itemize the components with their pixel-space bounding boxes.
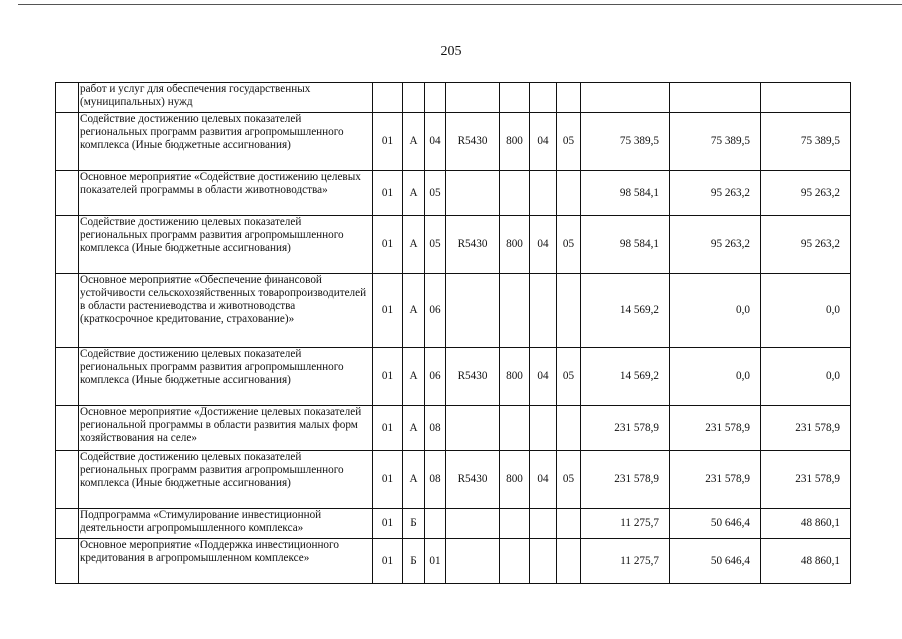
code-section: 04 xyxy=(530,348,557,406)
row-index-cell xyxy=(56,539,79,584)
amount-year-3: 0,0 xyxy=(761,274,851,348)
table-row xyxy=(56,509,851,539)
table-row xyxy=(56,406,851,451)
amount-year-3: 48 860,1 xyxy=(761,539,851,584)
table-body xyxy=(56,83,851,584)
code-program: 01 xyxy=(373,274,403,348)
code-measure: 06 xyxy=(425,274,446,348)
code-subsection: 05 xyxy=(557,451,581,509)
row-name: работ и услуг для обеспечения государственных (муниципальных) нужд xyxy=(79,83,373,113)
amount-year-1: 231 578,9 xyxy=(581,451,670,509)
code-subprogram: А xyxy=(403,171,425,216)
amount-year-1: 14 569,2 xyxy=(581,348,670,406)
code-direction: R5430 xyxy=(446,348,500,406)
code-direction xyxy=(446,539,500,584)
code-direction xyxy=(446,171,500,216)
code-direction: R5430 xyxy=(446,113,500,171)
code-section xyxy=(530,274,557,348)
code-section xyxy=(530,406,557,451)
code-section: 04 xyxy=(530,216,557,274)
code-program xyxy=(373,83,403,113)
row-name: Содействие достижению целевых показателей региональных программ развития агропромышленного комплекса (Иные бюджетные ассигнования) xyxy=(79,348,373,406)
row-index-cell xyxy=(56,171,79,216)
code-subsection xyxy=(557,83,581,113)
row-name: Содействие достижению целевых показателей региональных программ развития агропромышленного комплекса (Иные бюджетные ассигнования) xyxy=(79,113,373,171)
amount-year-2: 75 389,5 xyxy=(670,113,761,171)
amount-year-3 xyxy=(761,83,851,113)
code-subprogram: Б xyxy=(403,539,425,584)
code-program: 01 xyxy=(373,171,403,216)
row-index-cell xyxy=(56,406,79,451)
code-measure: 08 xyxy=(425,406,446,451)
amount-year-1 xyxy=(581,83,670,113)
code-direction xyxy=(446,509,500,539)
code-expense-type: 800 xyxy=(500,348,530,406)
code-measure xyxy=(425,83,446,113)
code-expense-type xyxy=(500,509,530,539)
code-subprogram xyxy=(403,83,425,113)
row-index-cell xyxy=(56,113,79,171)
code-measure xyxy=(425,509,446,539)
row-name: Основное мероприятие «Содействие достижению целевых показателей программы в области животноводства» xyxy=(79,171,373,216)
code-section xyxy=(530,539,557,584)
amount-year-1: 11 275,7 xyxy=(581,539,670,584)
row-index-cell xyxy=(56,451,79,509)
code-program: 01 xyxy=(373,406,403,451)
code-measure: 05 xyxy=(425,216,446,274)
code-program: 01 xyxy=(373,348,403,406)
table-row xyxy=(56,83,851,113)
code-expense-type xyxy=(500,406,530,451)
row-name: Подпрограмма «Стимулирование инвестиционной деятельности агропромышленного комплекса» xyxy=(79,509,373,539)
code-subsection xyxy=(557,274,581,348)
code-program: 01 xyxy=(373,539,403,584)
table-row xyxy=(56,171,851,216)
amount-year-3: 231 578,9 xyxy=(761,406,851,451)
amount-year-2: 231 578,9 xyxy=(670,451,761,509)
table-row xyxy=(56,113,851,171)
code-direction xyxy=(446,83,500,113)
code-section xyxy=(530,171,557,216)
amount-year-2: 231 578,9 xyxy=(670,406,761,451)
amount-year-3: 95 263,2 xyxy=(761,216,851,274)
row-index-cell xyxy=(56,274,79,348)
amount-year-3: 48 860,1 xyxy=(761,509,851,539)
table-row xyxy=(56,274,851,348)
code-program: 01 xyxy=(373,451,403,509)
code-section xyxy=(530,509,557,539)
row-index-cell xyxy=(56,509,79,539)
code-subprogram: Б xyxy=(403,509,425,539)
amount-year-3: 75 389,5 xyxy=(761,113,851,171)
code-expense-type xyxy=(500,83,530,113)
amount-year-3: 231 578,9 xyxy=(761,451,851,509)
code-subsection xyxy=(557,171,581,216)
code-subsection: 05 xyxy=(557,113,581,171)
code-direction: R5430 xyxy=(446,451,500,509)
code-subsection: 05 xyxy=(557,216,581,274)
amount-year-2 xyxy=(670,83,761,113)
code-subprogram: А xyxy=(403,216,425,274)
amount-year-2: 0,0 xyxy=(670,274,761,348)
code-section xyxy=(530,83,557,113)
code-measure: 06 xyxy=(425,348,446,406)
code-subprogram: А xyxy=(403,113,425,171)
amount-year-1: 231 578,9 xyxy=(581,406,670,451)
code-subsection: 05 xyxy=(557,348,581,406)
amount-year-2: 95 263,2 xyxy=(670,171,761,216)
code-expense-type xyxy=(500,171,530,216)
code-direction xyxy=(446,406,500,451)
code-measure: 01 xyxy=(425,539,446,584)
code-expense-type: 800 xyxy=(500,451,530,509)
row-index-cell xyxy=(56,348,79,406)
table-row xyxy=(56,348,851,406)
table-row xyxy=(56,539,851,584)
code-measure: 05 xyxy=(425,171,446,216)
code-expense-type xyxy=(500,539,530,584)
row-name: Содействие достижению целевых показателей региональных программ развития агропромышленного комплекса (Иные бюджетные ассигнования) xyxy=(79,216,373,274)
amount-year-3: 0,0 xyxy=(761,348,851,406)
amount-year-2: 50 646,4 xyxy=(670,509,761,539)
code-measure: 08 xyxy=(425,451,446,509)
code-measure: 04 xyxy=(425,113,446,171)
amount-year-2: 95 263,2 xyxy=(670,216,761,274)
table-row xyxy=(56,216,851,274)
code-expense-type: 800 xyxy=(500,113,530,171)
row-index-cell xyxy=(56,216,79,274)
row-index-cell xyxy=(56,83,79,113)
code-direction: R5430 xyxy=(446,216,500,274)
row-name: Основное мероприятие «Обеспечение финансовой устойчивости сельскохозяйственных товаропроизводителей в области растениеводства и животноводства (краткосрочное кредитование, страхование)» xyxy=(79,274,373,348)
code-section: 04 xyxy=(530,451,557,509)
code-expense-type: 800 xyxy=(500,216,530,274)
code-subprogram: А xyxy=(403,451,425,509)
amount-year-1: 14 569,2 xyxy=(581,274,670,348)
page-number: 205 xyxy=(440,44,462,59)
row-name: Содействие достижению целевых показателей региональных программ развития агропромышленного комплекса (Иные бюджетные ассигнования) xyxy=(79,451,373,509)
row-name: Основное мероприятие «Поддержка инвестиционного кредитования в агропромышленном комплексе» xyxy=(79,539,373,584)
table-row xyxy=(56,451,851,509)
code-program: 01 xyxy=(373,113,403,171)
amount-year-1: 11 275,7 xyxy=(581,509,670,539)
code-subsection xyxy=(557,509,581,539)
code-subprogram: А xyxy=(403,274,425,348)
budget-table xyxy=(55,82,851,584)
code-subsection xyxy=(557,539,581,584)
amount-year-1: 75 389,5 xyxy=(581,113,670,171)
amount-year-2: 50 646,4 xyxy=(670,539,761,584)
code-subsection xyxy=(557,406,581,451)
code-section: 04 xyxy=(530,113,557,171)
code-program: 01 xyxy=(373,509,403,539)
page-top-edge xyxy=(18,4,902,5)
row-name: Основное мероприятие «Достижение целевых показателей региональной программы в области развития малых форм хозяйствования на селе» xyxy=(79,406,373,451)
code-subprogram: А xyxy=(403,348,425,406)
amount-year-2: 0,0 xyxy=(670,348,761,406)
code-expense-type xyxy=(500,274,530,348)
code-program: 01 xyxy=(373,216,403,274)
amount-year-1: 98 584,1 xyxy=(581,216,670,274)
amount-year-1: 98 584,1 xyxy=(581,171,670,216)
code-subprogram: А xyxy=(403,406,425,451)
amount-year-3: 95 263,2 xyxy=(761,171,851,216)
code-direction xyxy=(446,274,500,348)
